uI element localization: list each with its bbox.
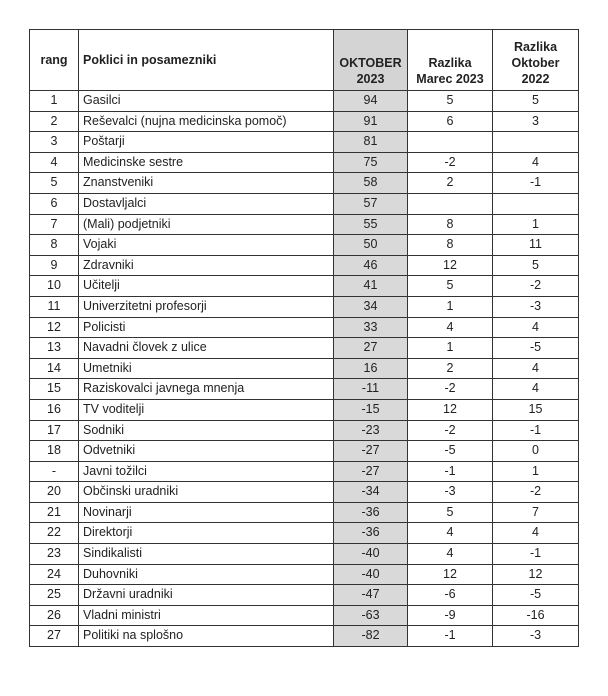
diff-march-cell: 1 [408, 296, 493, 317]
diff-october-2022-cell: -1 [493, 420, 579, 441]
table-row [30, 193, 579, 214]
table-row [30, 173, 579, 194]
october-2023-cell: 91 [334, 111, 408, 132]
rank-cell: 24 [30, 564, 79, 585]
profession-cell: Vladni ministri [79, 605, 334, 626]
table-row [30, 255, 579, 276]
diff-october-2022-cell: -1 [493, 173, 579, 194]
profession-cell: Gasilci [79, 91, 334, 112]
profession-cell: Državni uradniki [79, 585, 334, 606]
rank-cell: 16 [30, 399, 79, 420]
table-row [30, 564, 579, 585]
table-row [30, 276, 579, 297]
profession-cell: Duhovniki [79, 564, 334, 585]
october-2023-cell: -40 [334, 564, 408, 585]
table-row [30, 317, 579, 338]
profession-cell: Novinarji [79, 502, 334, 523]
profession-cell: Javni tožilci [79, 461, 334, 482]
diff-october-2022-cell: -16 [493, 605, 579, 626]
table-body [30, 91, 579, 647]
diff-october-2022-cell: -2 [493, 482, 579, 503]
october-2023-cell: 46 [334, 255, 408, 276]
header-prev-line1: Razlika [513, 40, 558, 54]
table-row [30, 544, 579, 565]
table-row [30, 379, 579, 400]
october-2023-cell: 81 [334, 132, 408, 153]
diff-october-2022-cell: 4 [493, 523, 579, 544]
rank-cell: 10 [30, 276, 79, 297]
profession-cell: Občinski uradniki [79, 482, 334, 503]
diff-march-cell: 4 [408, 544, 493, 565]
table-row [30, 91, 579, 112]
rank-cell: 18 [30, 441, 79, 462]
table-row [30, 585, 579, 606]
rank-cell: 3 [30, 132, 79, 153]
diff-march-cell: 2 [408, 358, 493, 379]
diff-march-cell: -6 [408, 585, 493, 606]
october-2023-cell: -82 [334, 626, 408, 647]
october-2023-cell: 94 [334, 91, 408, 112]
table-row [30, 502, 579, 523]
october-2023-cell: 41 [334, 276, 408, 297]
diff-october-2022-cell: 0 [493, 441, 579, 462]
october-2023-cell: 33 [334, 317, 408, 338]
profession-cell: Poštarji [79, 132, 334, 153]
diff-october-2022-cell [493, 132, 579, 153]
table-row [30, 420, 579, 441]
diff-october-2022-cell: 4 [493, 152, 579, 173]
diff-march-cell: 12 [408, 399, 493, 420]
diff-march-cell: 12 [408, 255, 493, 276]
october-2023-cell: -27 [334, 461, 408, 482]
header-prev-line3: 2022 [521, 72, 550, 86]
table-header-row [30, 30, 579, 91]
october-2023-cell: -36 [334, 523, 408, 544]
profession-cell: Medicinske sestre [79, 152, 334, 173]
table-row [30, 399, 579, 420]
table-row [30, 235, 579, 256]
table-row [30, 482, 579, 503]
header-prev-line2: Oktober [511, 56, 560, 70]
table-row [30, 214, 579, 235]
diff-october-2022-cell: 4 [493, 317, 579, 338]
rank-cell: 13 [30, 338, 79, 359]
october-2023-cell: 27 [334, 338, 408, 359]
rank-cell: 12 [30, 317, 79, 338]
diff-october-2022-cell: 11 [493, 235, 579, 256]
diff-march-cell: -3 [408, 482, 493, 503]
rank-cell: 15 [30, 379, 79, 400]
profession-cell: (Mali) podjetniki [79, 214, 334, 235]
profession-cell: Znanstveniki [79, 173, 334, 194]
october-2023-cell: -34 [334, 482, 408, 503]
rank-cell: 14 [30, 358, 79, 379]
diff-october-2022-cell: 3 [493, 111, 579, 132]
profession-cell: Dostavljalci [79, 193, 334, 214]
diff-march-cell [408, 132, 493, 153]
profession-cell: Vojaki [79, 235, 334, 256]
diff-october-2022-cell [493, 193, 579, 214]
diff-march-cell: -2 [408, 152, 493, 173]
rank-cell: - [30, 461, 79, 482]
diff-march-cell [408, 193, 493, 214]
october-2023-cell: 58 [334, 173, 408, 194]
diff-october-2022-cell: -5 [493, 585, 579, 606]
profession-cell: Univerzitetni profesorji [79, 296, 334, 317]
profession-cell: Odvetniki [79, 441, 334, 462]
october-2023-cell: -11 [334, 379, 408, 400]
diff-march-cell: 4 [408, 523, 493, 544]
diff-march-cell: 6 [408, 111, 493, 132]
profession-cell: Umetniki [79, 358, 334, 379]
header-october-2023 [334, 30, 408, 91]
diff-march-cell: -5 [408, 441, 493, 462]
october-2023-cell: 34 [334, 296, 408, 317]
profession-cell: Reševalci (nujna medicinska pomoč) [79, 111, 334, 132]
diff-october-2022-cell: 1 [493, 461, 579, 482]
table-row [30, 461, 579, 482]
diff-march-cell: -9 [408, 605, 493, 626]
rank-cell: 26 [30, 605, 79, 626]
diff-october-2022-cell: -3 [493, 296, 579, 317]
table-row [30, 626, 579, 647]
profession-cell: Sodniki [79, 420, 334, 441]
diff-march-cell: 2 [408, 173, 493, 194]
october-2023-cell: -36 [334, 502, 408, 523]
diff-march-cell: 1 [408, 338, 493, 359]
rank-cell: 11 [30, 296, 79, 317]
diff-march-cell: -1 [408, 626, 493, 647]
rank-cell: 23 [30, 544, 79, 565]
diff-march-cell: 5 [408, 502, 493, 523]
table-row [30, 441, 579, 462]
table-row [30, 296, 579, 317]
profession-cell: Navadni človek z ulice [79, 338, 334, 359]
diff-october-2022-cell: 12 [493, 564, 579, 585]
diff-march-cell: 8 [408, 235, 493, 256]
header-march-line2: Marec 2023 [416, 72, 484, 86]
diff-october-2022-cell: 7 [493, 502, 579, 523]
table-row [30, 338, 579, 359]
rank-cell: 7 [30, 214, 79, 235]
diff-october-2022-cell: 1 [493, 214, 579, 235]
diff-october-2022-cell: 5 [493, 91, 579, 112]
rank-cell: 22 [30, 523, 79, 544]
header-march-line1: Razlika [428, 56, 472, 70]
rank-cell: 20 [30, 482, 79, 503]
table-row [30, 111, 579, 132]
october-2023-cell: 55 [334, 214, 408, 235]
table-row [30, 132, 579, 153]
october-2023-cell: -23 [334, 420, 408, 441]
table-row [30, 605, 579, 626]
diff-march-cell: 8 [408, 214, 493, 235]
rank-cell: 8 [30, 235, 79, 256]
header-diff-march-2023 [408, 30, 493, 91]
rank-cell: 25 [30, 585, 79, 606]
october-2023-cell: -15 [334, 399, 408, 420]
diff-october-2022-cell: -2 [493, 276, 579, 297]
october-2023-cell: -47 [334, 585, 408, 606]
rank-cell: 4 [30, 152, 79, 173]
profession-cell: Učitelji [79, 276, 334, 297]
profession-cell: Politiki na splošno [79, 626, 334, 647]
header-october-line2: 2023 [356, 72, 385, 86]
trust-table [29, 29, 579, 647]
rank-cell: 2 [30, 111, 79, 132]
table-row [30, 523, 579, 544]
profession-cell: Direktorji [79, 523, 334, 544]
diff-october-2022-cell: -5 [493, 338, 579, 359]
header-diff-october-2022 [493, 30, 579, 91]
profession-cell: Zdravniki [79, 255, 334, 276]
table-row [30, 152, 579, 173]
diff-october-2022-cell: 15 [493, 399, 579, 420]
diff-march-cell: 12 [408, 564, 493, 585]
header-profession: Poklici in posamezniki [79, 30, 334, 91]
header-rank: rang [30, 30, 79, 91]
diff-october-2022-cell: 4 [493, 358, 579, 379]
profession-cell: Policisti [79, 317, 334, 338]
diff-october-2022-cell: -3 [493, 626, 579, 647]
diff-march-cell: 4 [408, 317, 493, 338]
diff-october-2022-cell: 4 [493, 379, 579, 400]
rank-cell: 17 [30, 420, 79, 441]
october-2023-cell: 16 [334, 358, 408, 379]
rank-cell: 6 [30, 193, 79, 214]
profession-cell: Raziskovalci javnega mnenja [79, 379, 334, 400]
october-2023-cell: -40 [334, 544, 408, 565]
rank-cell: 27 [30, 626, 79, 647]
diff-march-cell: 5 [408, 91, 493, 112]
october-2023-cell: -63 [334, 605, 408, 626]
diff-march-cell: -2 [408, 420, 493, 441]
october-2023-cell: 50 [334, 235, 408, 256]
rank-cell: 9 [30, 255, 79, 276]
rank-cell: 5 [30, 173, 79, 194]
diff-october-2022-cell: -1 [493, 544, 579, 565]
october-2023-cell: -27 [334, 441, 408, 462]
profession-cell: Sindikalisti [79, 544, 334, 565]
diff-march-cell: -1 [408, 461, 493, 482]
diff-march-cell: -2 [408, 379, 493, 400]
table-row [30, 358, 579, 379]
rank-cell: 1 [30, 91, 79, 112]
diff-october-2022-cell: 5 [493, 255, 579, 276]
diff-march-cell: 5 [408, 276, 493, 297]
october-2023-cell: 57 [334, 193, 408, 214]
rank-cell: 21 [30, 502, 79, 523]
header-october-line1: OKTOBER [339, 56, 402, 70]
profession-cell: TV voditelji [79, 399, 334, 420]
october-2023-cell: 75 [334, 152, 408, 173]
